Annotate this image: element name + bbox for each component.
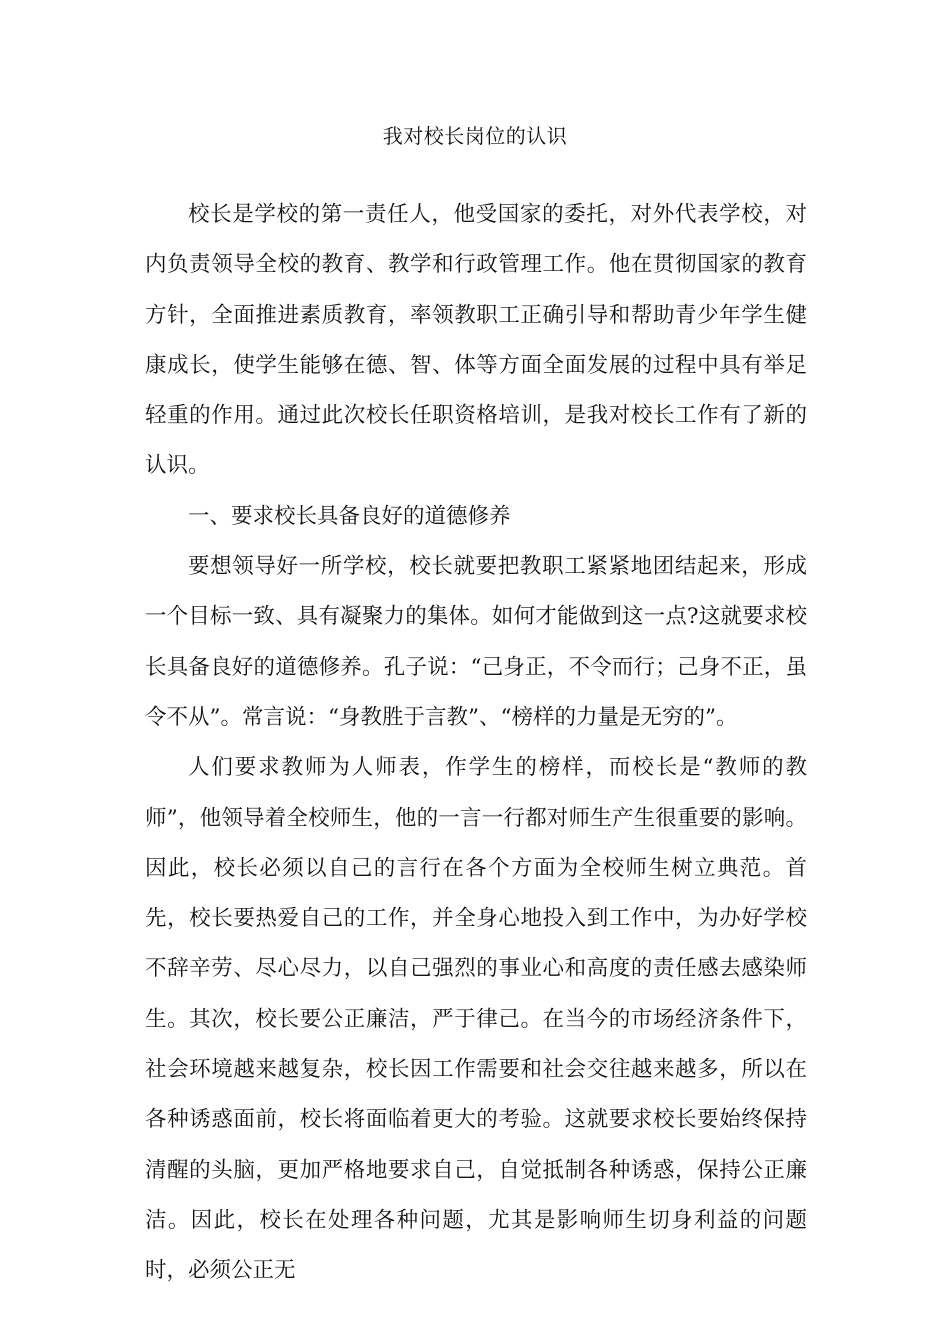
document-body [145,190,807,1297]
document-title: 我对校长岗位的认识 [382,124,568,148]
paragraph-moral-cultivation: 要想领导好一所学校，校长就要把教职工紧紧地团结起来，形成一个目标一致、具有凝聚力的集体。如何才能做到这一点?这就要求校长具备良好的道德修养。孔子说：“己身正，不令而行；己身不正，虽令不从”。常言说：“身教胜于言教”、“榜样的力量是无穷的”。 [145,554,807,730]
section-heading-1: 一、要求校长具备良好的道德修养 [188,503,511,529]
paragraph-intro: 校长是学校的第一责任人，他受国家的委托，对外代表学校，对内负责领导全校的教育、教学和行政管理工作。他在贯彻国家的教育方针，全面推进素质教育，率领教职工正确引导和帮助青少年学生健康成长，使学生能够在德、智、体等方面全面发展的过程中具有举足轻重的作用。通过此次校长任职资格培训，是我对校长工作有了新的认识。 [145,202,807,479]
paragraph-role-model: 人们要求教师为人师表，作学生的榜样，而校长是“教师的教师”，他领导着全校师生，他的一言一行都对师生产生很重要的影响。因此，校长必须以自己的言行在各个方面为全校师生树立典范。首先，校长要热爱自己的工作，并全身心地投入到工作中，为办好学校不辞辛劳、尽心尽力，以自己强烈的事业心和高度的责任感去感染师生。其次，校长要公正廉洁，严于律己。在当今的市场经济条件下，社会环境越来越复杂，校长因工作需要和社会交往越来越多，所以在各种诱惑面前，校长将面临着更大的考验。这就要求校长要始终保持清醒的头脑，更加严格地要求自己，自觉抵制各种诱惑，保持公正廉洁。因此，校长在处理各种问题，尤其是影响师生切身利益的问题时，必须公正无 [145,755,807,1284]
